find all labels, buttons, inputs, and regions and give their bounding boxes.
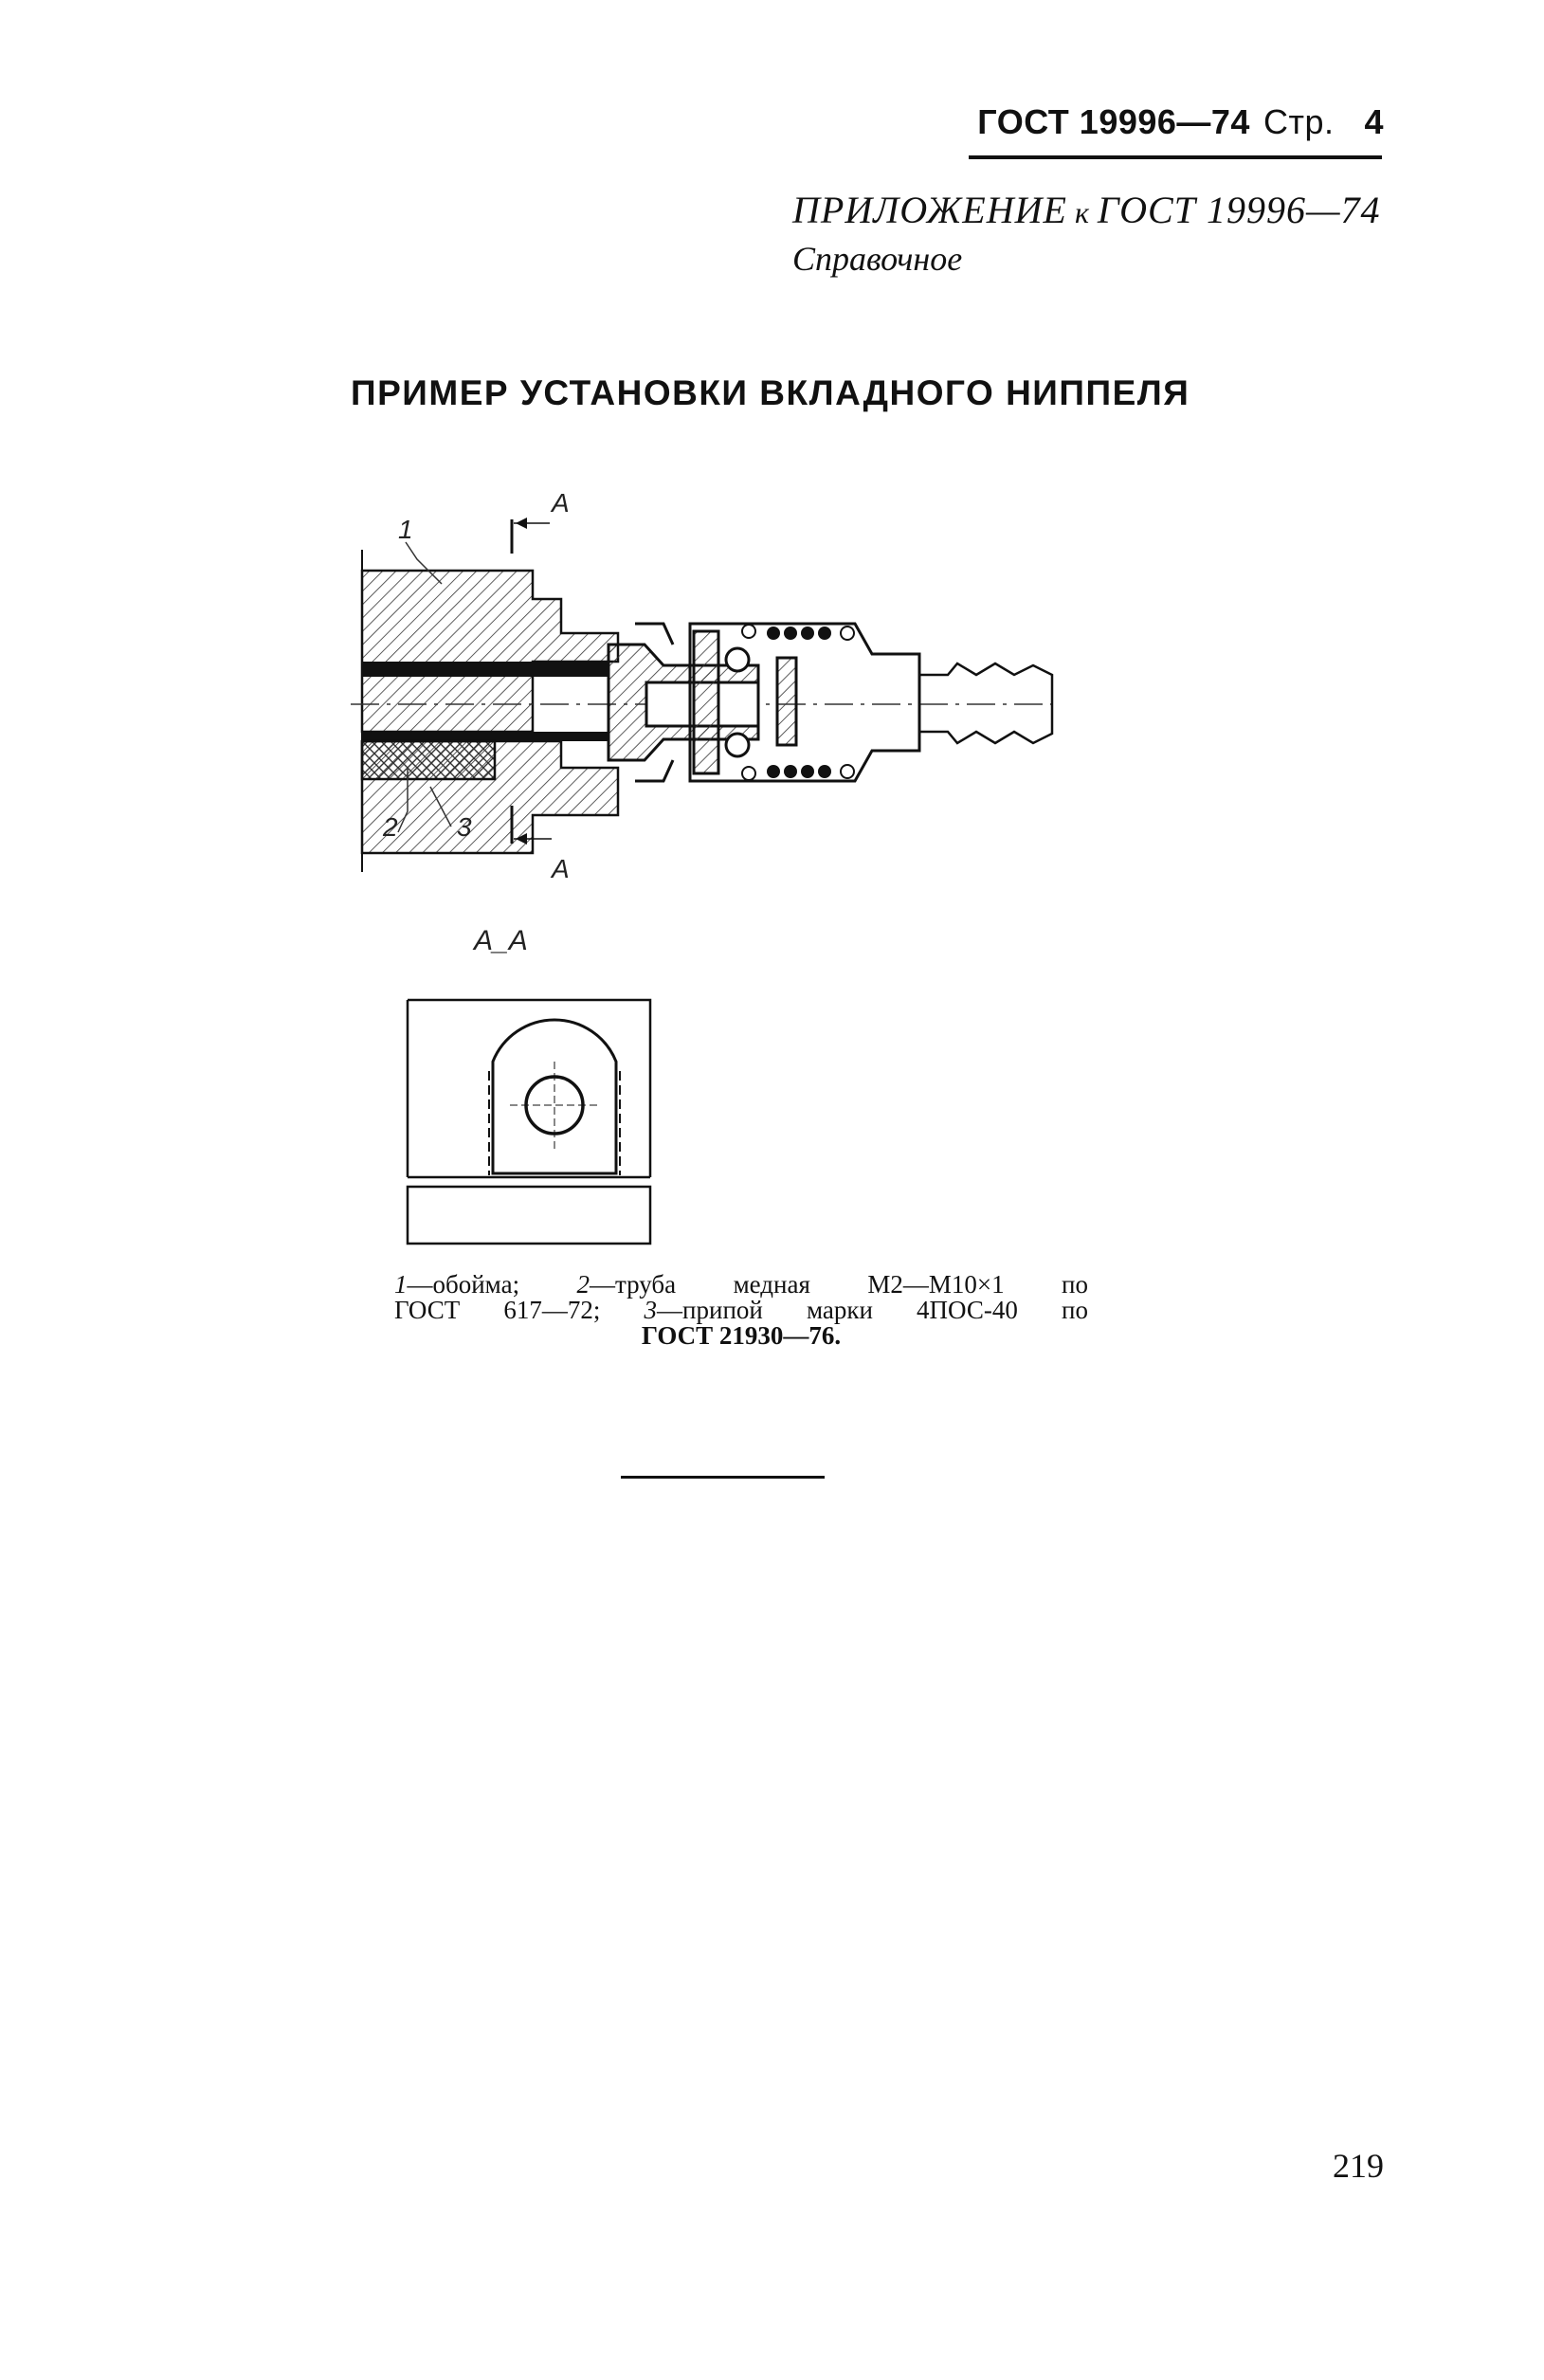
legend-line-1 [394, 1272, 1088, 1298]
legend-num-2: 2 [576, 1270, 590, 1299]
legend-text: по [1062, 1296, 1088, 1324]
legend-text: —припой [657, 1296, 763, 1324]
legend-text: 617—72; [503, 1296, 601, 1324]
appendix-label [792, 188, 1399, 232]
appendix-preposition: к [1074, 195, 1090, 229]
nipple-installation-drawing [351, 455, 1071, 900]
callout-3: 3 [457, 812, 472, 842]
legend-line-2 [394, 1298, 1088, 1323]
legend-text: М2—М10×1 [867, 1270, 1005, 1299]
legend-text: —обойма; [407, 1270, 520, 1299]
page-title: ПРИМЕР УСТАНОВКИ ВКЛАДНОГО НИППЕЛЯ [351, 373, 1190, 412]
legend-text: 4ПОС-40 [917, 1296, 1018, 1324]
section-marker-top [512, 518, 550, 554]
solder-joint [362, 741, 495, 779]
legend-line-3: ГОСТ 21930—76. [641, 1321, 842, 1350]
standard-code: ГОСТ 19996—74 [977, 102, 1250, 141]
figure-legend [394, 1272, 1088, 1349]
hose-barb [919, 663, 1052, 743]
legend-text: по [1062, 1270, 1088, 1299]
legend-text: —труба [590, 1270, 677, 1299]
legend-text: ГОСТ [394, 1296, 461, 1324]
appendix-standard: ГОСТ 19996—74 [1097, 189, 1381, 231]
callout-2: 2 [383, 812, 398, 842]
callout-1: 1 [398, 515, 413, 544]
legend-num-3: 3 [644, 1296, 658, 1324]
page-number: 219 [1333, 2147, 1384, 2185]
running-header [967, 102, 1384, 155]
section-a-a-drawing [398, 919, 673, 1256]
header-page-number: 4 [1364, 102, 1384, 141]
page-word: Стр. [1262, 102, 1335, 141]
legend-text: марки [806, 1296, 873, 1324]
section-letter-top: А [552, 488, 570, 518]
appendix-status: Справочное [792, 240, 963, 278]
clamp-body [362, 550, 618, 872]
appendix-word: ПРИЛОЖЕНИЕ [792, 189, 1067, 231]
end-rule [621, 1476, 825, 1479]
legend-num-1: 1 [394, 1270, 408, 1299]
legend-text: медная [733, 1270, 810, 1299]
header-rule [969, 155, 1382, 159]
section-letter-bottom: А [552, 854, 570, 883]
section-title: А_А [474, 925, 528, 956]
